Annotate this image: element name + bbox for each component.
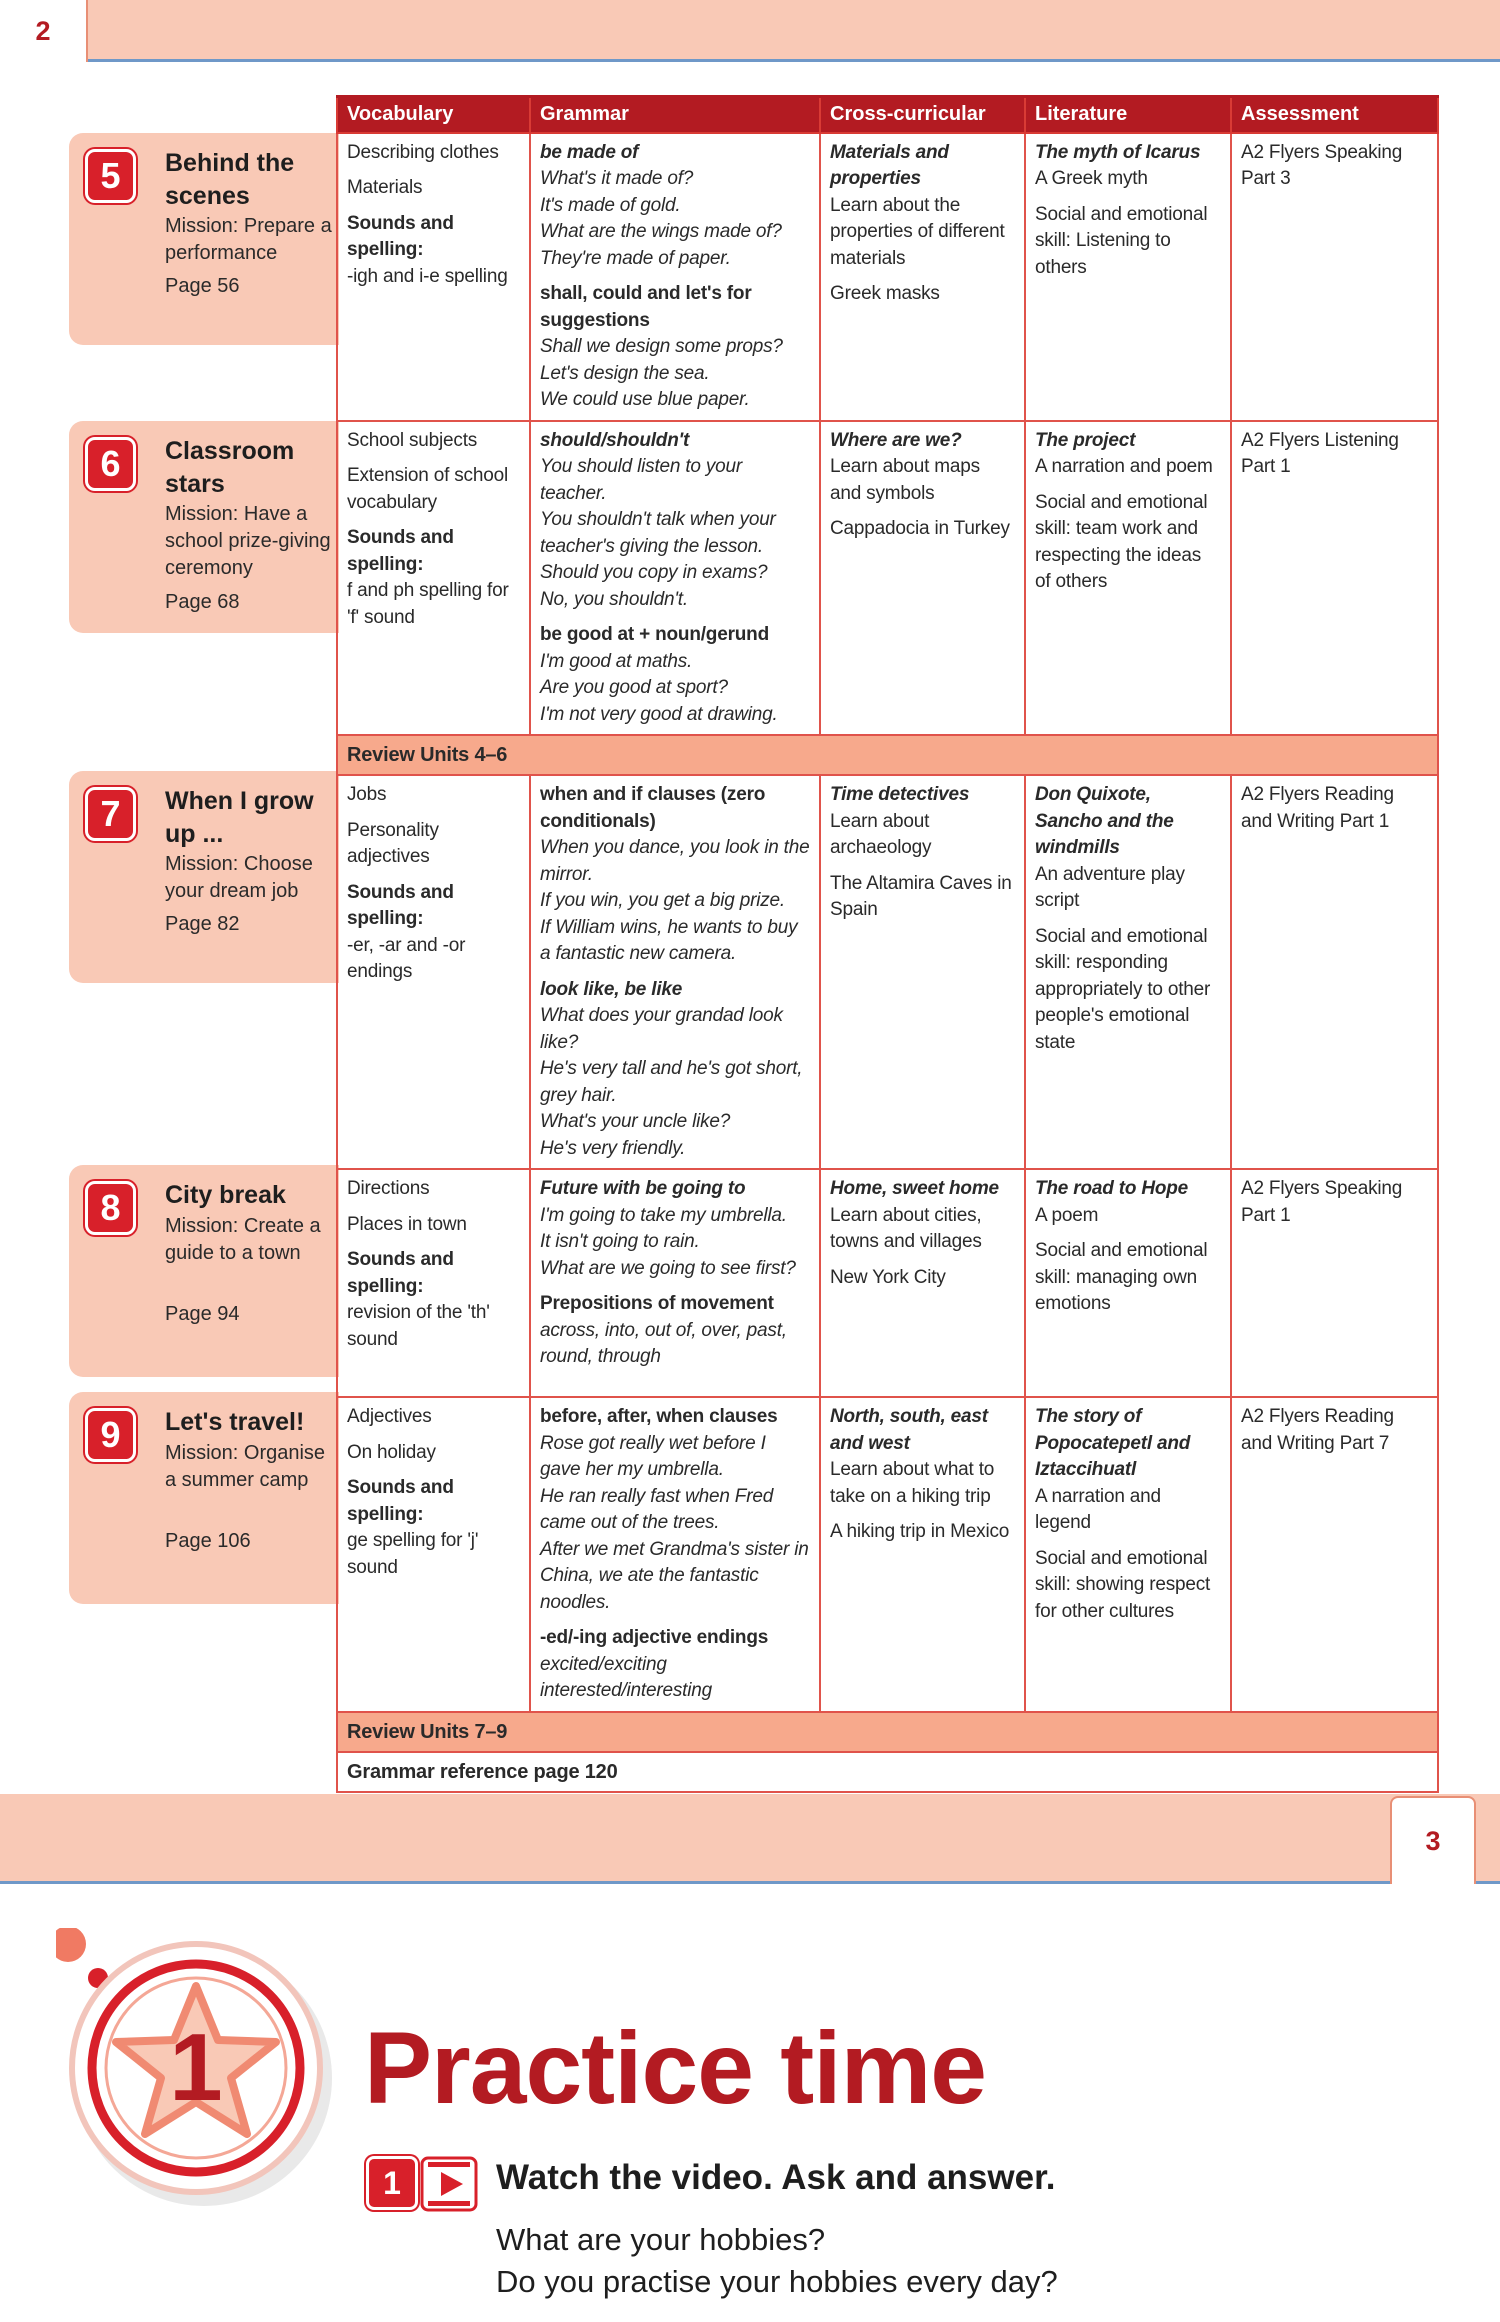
literature-text: An adventure play script	[1035, 863, 1185, 911]
grammar-example: I'm good at maths.	[540, 650, 693, 672]
grammar-example: You should listen to your teacher.	[540, 456, 743, 504]
literature-skill: Social and emotional skill: responding appropriately to other people's emotional state	[1035, 925, 1211, 1053]
unit-number-badge: 8	[85, 1181, 136, 1235]
vocab-item: Jobs	[347, 784, 387, 805]
cross-heading: Materials and properties	[830, 141, 949, 189]
sounds-label: Sounds and spelling:	[347, 1477, 454, 1525]
assessment-cell	[1231, 1397, 1438, 1712]
grammar-cell	[530, 133, 820, 421]
literature-cell	[1025, 775, 1231, 1169]
grammar-example: What are we going to see first?	[540, 1257, 796, 1279]
review-row-7-9	[337, 1712, 1438, 1752]
sounds-text: -igh and i-e spelling	[347, 265, 508, 287]
table-row-unit-6	[337, 421, 1438, 736]
unit-mission: Mission: Create a guide to a town	[165, 1215, 321, 1264]
grammar-example: What does your grandad look like?	[540, 1005, 783, 1053]
grammar-cell	[530, 775, 820, 1169]
question-2: Do you practise your hobbies every day?	[496, 2264, 1058, 2299]
grammar-example: What's your uncle like?	[540, 1111, 731, 1132]
table-row-unit-9	[337, 1397, 1438, 1712]
vocab-item: School subjects	[347, 429, 478, 451]
video-icon[interactable]	[420, 2155, 478, 2213]
grammar-example: It's made of gold.	[540, 194, 681, 216]
cross-curricular-cell	[820, 1397, 1025, 1712]
cross-heading: Home, sweet home	[830, 1178, 999, 1199]
assessment-cell	[1231, 133, 1438, 421]
sounds-label: Sounds and spelling:	[347, 1249, 454, 1297]
cross-text: Learn about cities, towns and villages	[830, 1204, 982, 1252]
cross-extra: The Altamira Caves in Spain	[830, 872, 1012, 920]
grammar-example: We could use blue paper.	[540, 389, 750, 410]
assessment-cell	[1231, 775, 1438, 1169]
unit-badge-number: 1	[169, 2014, 223, 2121]
vocab-item: Describing clothes	[347, 141, 499, 163]
column-header: Cross-curricular	[820, 97, 1025, 133]
vocabulary-cell	[337, 133, 530, 421]
vocabulary-cell	[337, 421, 530, 736]
grammar-heading: Prepositions of movement	[540, 1293, 774, 1314]
grammar-cell	[530, 421, 820, 736]
vocabulary-cell	[337, 1169, 530, 1397]
unit-tab-7	[69, 771, 339, 983]
grammar-example: After we met Grandma's sister in China, we ate the fantastic noodles.	[540, 1538, 809, 1613]
grammar-cell	[530, 1169, 820, 1397]
question-1: What are your hobbies?	[496, 2222, 826, 2257]
cross-heading: Time detectives	[830, 784, 970, 805]
review-units-7-9: Review Units 7–9	[337, 1712, 1438, 1752]
assessment-text: A2 Flyers Listening Part 1	[1241, 429, 1399, 477]
unit-number-badge: 5	[85, 149, 136, 203]
unit-tab-8	[69, 1165, 339, 1377]
grammar-heading: shall, could and let's for suggestions	[540, 283, 752, 331]
unit-title: Classroom stars	[165, 437, 295, 498]
unit-mission: Mission: Prepare a performance	[165, 215, 332, 264]
grammar-heading: -ed/-ing adjective endings	[540, 1627, 769, 1648]
grammar-example: He ran really fast when Fred came out of the trees.	[540, 1485, 774, 1533]
grammar-heading: be good at + noun/gerund	[540, 624, 769, 645]
column-header: Vocabulary	[337, 97, 530, 133]
table-row-unit-5	[337, 133, 1438, 421]
grammar-example: What's it made of?	[540, 168, 694, 189]
grammar-heading: should/shouldn't	[540, 429, 690, 451]
unit-page: Page 68	[165, 591, 240, 613]
literature-heading: The road to Hope	[1035, 1178, 1189, 1199]
grammar-example: He's very friendly.	[540, 1137, 686, 1159]
grammar-reference-row	[337, 1752, 1438, 1792]
grammar-example: excited/exciting	[540, 1653, 667, 1675]
sounds-label: Sounds and spelling:	[347, 881, 454, 929]
review-units-4-6: Review Units 4–6	[337, 735, 1438, 775]
grammar-heading: look like, be like	[540, 978, 683, 1000]
vocab-item: Adjectives	[347, 1406, 432, 1427]
page3-header-band	[0, 1794, 1500, 1884]
literature-heading: Don Quixote, Sancho and the windmills	[1035, 784, 1174, 858]
unit-star-badge-icon	[56, 1928, 346, 2218]
section-title: Practice time	[364, 2011, 987, 2125]
assessment-text: A2 Flyers Reading and Writing Part 7	[1241, 1406, 1394, 1454]
header-band	[0, 0, 1500, 62]
unit-tab-9	[69, 1392, 339, 1604]
grammar-example: interested/interesting	[540, 1680, 712, 1701]
literature-skill: Social and emotional skill: showing respect for other cultures	[1035, 1547, 1211, 1622]
cross-text: Learn about maps and symbols	[830, 456, 980, 504]
cross-curricular-cell	[820, 1169, 1025, 1397]
cross-curricular-cell	[820, 775, 1025, 1169]
grammar-heading: Future with be going to	[540, 1178, 746, 1199]
sounds-label: Sounds and spelling:	[347, 527, 454, 575]
literature-cell	[1025, 133, 1231, 421]
grammar-example: When you dance, you look in the mirror.	[540, 837, 810, 885]
grammar-reference: Grammar reference page 120	[337, 1752, 1438, 1792]
sounds-text: -er, -ar and -or endings	[347, 934, 466, 982]
literature-text: A narration and legend	[1035, 1485, 1161, 1533]
grammar-example: If you win, you get a big prize.	[540, 890, 785, 911]
literature-text: A poem	[1035, 1204, 1099, 1226]
cross-text: Learn about the properties of different materials	[830, 194, 1005, 269]
sounds-text: f and ph spelling for 'f' sound	[347, 580, 509, 628]
grammar-heading: be made of	[540, 141, 639, 163]
grammar-example: across, into, out of, over, past, round, through	[540, 1319, 787, 1367]
grammar-heading: when and if clauses (zero conditionals)	[540, 784, 766, 832]
assessment-text: A2 Flyers Reading and Writing Part 1	[1241, 784, 1394, 832]
grammar-example: No, you shouldn't.	[540, 588, 688, 610]
literature-skill: Social and emotional skill: team work and respecting the ideas of others	[1035, 491, 1208, 592]
unit-page: Page 82	[165, 913, 240, 935]
table-header-row	[337, 97, 1438, 133]
cross-heading: North, south, east and west	[830, 1406, 988, 1454]
cross-curricular-cell	[820, 421, 1025, 736]
column-header: Grammar	[530, 97, 820, 133]
unit-title: When I grow up ...	[165, 787, 314, 848]
unit-number-badge: 7	[85, 787, 136, 841]
grammar-example: Let's design the sea.	[540, 362, 710, 384]
vocab-item: Extension of school vocabulary	[347, 465, 508, 513]
grammar-example: Rose got really wet before I gave her my umbrella.	[540, 1432, 766, 1480]
cross-extra: New York City	[830, 1266, 946, 1288]
literature-text: A Greek myth	[1035, 168, 1148, 189]
unit-page: Page 94	[165, 1303, 240, 1325]
literature-cell	[1025, 1397, 1231, 1712]
cross-extra: Greek masks	[830, 283, 940, 304]
page-number-right: 3	[1390, 1796, 1476, 1884]
grammar-example: I'm not very good at drawing.	[540, 703, 778, 725]
grammar-example: He's very tall and he's got short, grey hair.	[540, 1058, 803, 1106]
grammar-example: They're made of paper.	[540, 247, 731, 269]
grammar-example: Are you good at sport?	[540, 677, 728, 698]
vocab-item: Personality adjectives	[347, 819, 439, 867]
grammar-example: It isn't going to rain.	[540, 1231, 700, 1252]
activity-instruction: Watch the video. Ask and answer.	[496, 2158, 1056, 2197]
cross-text: Learn about archaeology	[830, 810, 932, 858]
grammar-heading: before, after, when clauses	[540, 1406, 778, 1427]
unit-tab-6	[69, 421, 339, 633]
literature-heading: The project	[1035, 429, 1136, 451]
literature-heading: The story of Popocatepetl and Iztaccihuatl	[1035, 1406, 1191, 1480]
unit-tab-5	[69, 133, 339, 345]
literature-cell	[1025, 1169, 1231, 1397]
literature-skill: Social and emotional skill: Listening to others	[1035, 203, 1208, 278]
grammar-cell	[530, 1397, 820, 1712]
sounds-label: Sounds and spelling:	[347, 212, 454, 260]
vocab-item: Directions	[347, 1178, 430, 1199]
cross-heading: Where are we?	[830, 429, 962, 451]
unit-title: City break	[165, 1181, 286, 1209]
unit-number-badge: 9	[85, 1408, 136, 1462]
review-row-4-6	[337, 735, 1438, 775]
literature-text: A narration and poem	[1035, 456, 1213, 477]
column-header: Assessment	[1231, 97, 1438, 133]
syllabus-table	[336, 95, 1439, 1793]
vocab-item: Places in town	[347, 1213, 467, 1235]
unit-mission: Mission: Have a school prize-giving ceremony	[165, 503, 331, 579]
column-header: Literature	[1025, 97, 1231, 133]
unit-title: Let's travel!	[165, 1408, 305, 1436]
grammar-example: I'm going to take my umbrella.	[540, 1204, 787, 1226]
unit-page: Page 106	[165, 1530, 251, 1552]
table-row-unit-8	[337, 1169, 1438, 1397]
assessment-text: A2 Flyers Speaking Part 3	[1241, 141, 1403, 189]
grammar-example: You shouldn't talk when your teacher's giving the lesson.	[540, 509, 776, 557]
literature-skill: Social and emotional skill: managing own emotions	[1035, 1240, 1208, 1314]
cross-text: Learn about what to take on a hiking trip	[830, 1459, 995, 1507]
vocabulary-cell	[337, 775, 530, 1169]
grammar-example: If William wins, he wants to buy a fantastic new camera.	[540, 916, 798, 964]
page-number-left: 2	[0, 0, 88, 62]
sounds-text: ge spelling for 'j' sound	[347, 1530, 479, 1578]
sounds-text: revision of the 'th' sound	[347, 1302, 490, 1350]
assessment-cell	[1231, 421, 1438, 736]
unit-mission: Mission: Organise a summer camp	[165, 1442, 326, 1491]
grammar-example: Should you copy in exams?	[540, 562, 768, 583]
grammar-example: What are the wings made of?	[540, 221, 782, 242]
literature-cell	[1025, 421, 1231, 736]
unit-page: Page 56	[165, 275, 240, 297]
grammar-example: Shall we design some props?	[540, 336, 783, 357]
assessment-text: A2 Flyers Speaking Part 1	[1241, 1178, 1403, 1226]
literature-heading: The myth of Icarus	[1035, 141, 1201, 163]
vocab-item: Materials	[347, 177, 423, 198]
unit-number-badge: 6	[85, 437, 136, 491]
activity-number: 1	[366, 2156, 418, 2210]
table-row-unit-7	[337, 775, 1438, 1169]
unit-title: Behind the scenes	[165, 149, 295, 210]
unit-mission: Mission: Choose your dream job	[165, 853, 313, 902]
cross-curricular-cell	[820, 133, 1025, 421]
cross-extra: Cappadocia in Turkey	[830, 518, 1010, 539]
cross-extra: A hiking trip in Mexico	[830, 1521, 1010, 1542]
vocab-item: On holiday	[347, 1441, 436, 1463]
assessment-cell	[1231, 1169, 1438, 1397]
vocabulary-cell	[337, 1397, 530, 1712]
